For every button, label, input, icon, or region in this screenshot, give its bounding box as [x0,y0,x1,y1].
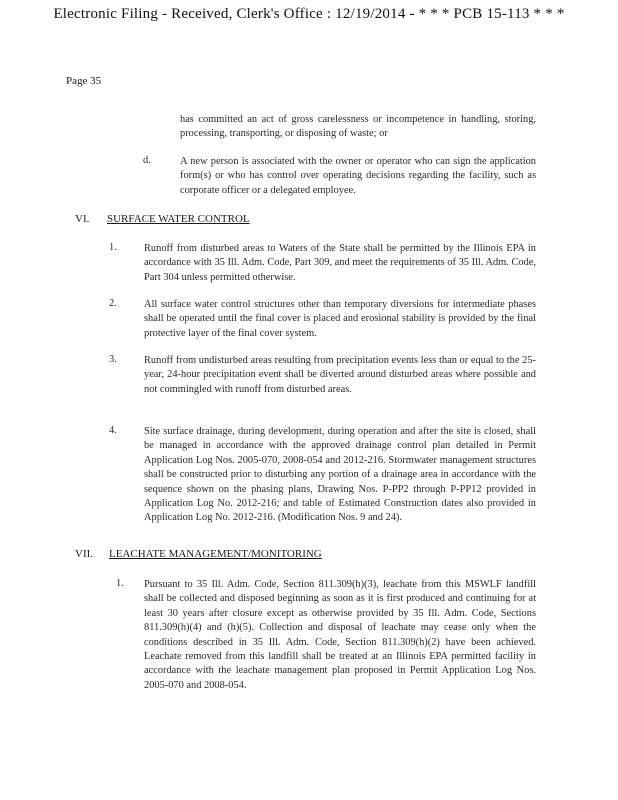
section-vi-item-2-marker: 2. [109,298,117,309]
section-vi-item-1-paragraph: Runoff from disturbed areas to Waters of the State shall be permitted by the Illinois EPA in accordance with 35 Ill. Adm. Code, Part 309, and meet the requirements of 35 Ill. Adm. Code, Part 304 unless permitted otherwise. [144,243,536,283]
section-vi-item-3-marker: 3. [109,354,117,365]
section-vii-number: VII. [75,548,94,560]
page-number: Page 35 [66,75,102,87]
item-d-marker: d. [143,155,151,166]
section-vi-number: VI. [75,213,90,225]
section-vi-item-4-marker: 4. [109,425,117,436]
item-d-paragraph: A new person is associated with the owner or operator who can sign the application form(s) or who has control over operating decisions regarding the facility, such as corporate officer or a delegated employee. [180,156,536,196]
section-vii-title: LEACHATE MANAGEMENT/MONITORING [109,548,322,560]
section-vi-item-3-paragraph: Runoff from undisturbed areas resulting from precipitation events less than or equal to the 25-year, 24-hour precipitation event shall be diverted around disturbed areas where possible and not commingled with runoff from disturbed areas. [144,355,536,395]
section-vi-item-1-marker: 1. [109,242,117,253]
filing-stamp-header: Electronic Filing - Received, Clerk's Office : 12/19/2014 - * * * PCB 15-113 * * * [53,6,565,22]
section-vii-item-1-paragraph: Pursuant to 35 Ill. Adm. Code, Section 811.309(h)(3), leachate from this MSWLF landfill shall be collected and disposed beginning as soon as it is first produced and continuing for at least 30 years after closure except as otherwise provided by 35 Ill. Adm. Code, Sections 811.309(h)(4) and (h)(5). Collection and disposal of leachate may cease only when the conditions described in 35 Ill. Adm. Code, Section 811.309(h)(2) have been achieved. Leachate removed from this landfill shall be treated at an Illinois EPA permitted facility in accordance with the leachate management plan proposed in Permit Application Log Nos. 2005-070 and 2008-054. [144,579,536,691]
section-vi-item-2-paragraph: All surface water control structures other than temporary diversions for intermediate phases shall be operated until the final cover is placed and erosional stability is provided by the final protective layer of the final cover system. [144,299,536,339]
section-vii-item-1-marker: 1. [116,578,124,589]
section-vi-title: SURFACE WATER CONTROL [107,213,250,225]
continuation-paragraph: has committed an act of gross carelessness or incompetence in handling, storing, processing, transporting, or disposing of waste; or [180,114,536,140]
section-vi-item-4-paragraph: Site surface drainage, during development, during operation and after the site is closed, shall be managed in accordance with the approved drainage control plan detailed in Permit Application Log Nos. 2005-070, 2008-054 and 2012-216. Stormwater management structures shall be constructed prior to disturbing any portion of a drainage area in accordance with the sequence shown on the phasing plans, Drawing Nos. P-PP2 through P-PP12 provided in Application Log No. 2012-216; and table of Estimated Construction dates also provided in Application Log No. 2012-216. (Modification Nos. 9 and 24). [144,426,536,524]
